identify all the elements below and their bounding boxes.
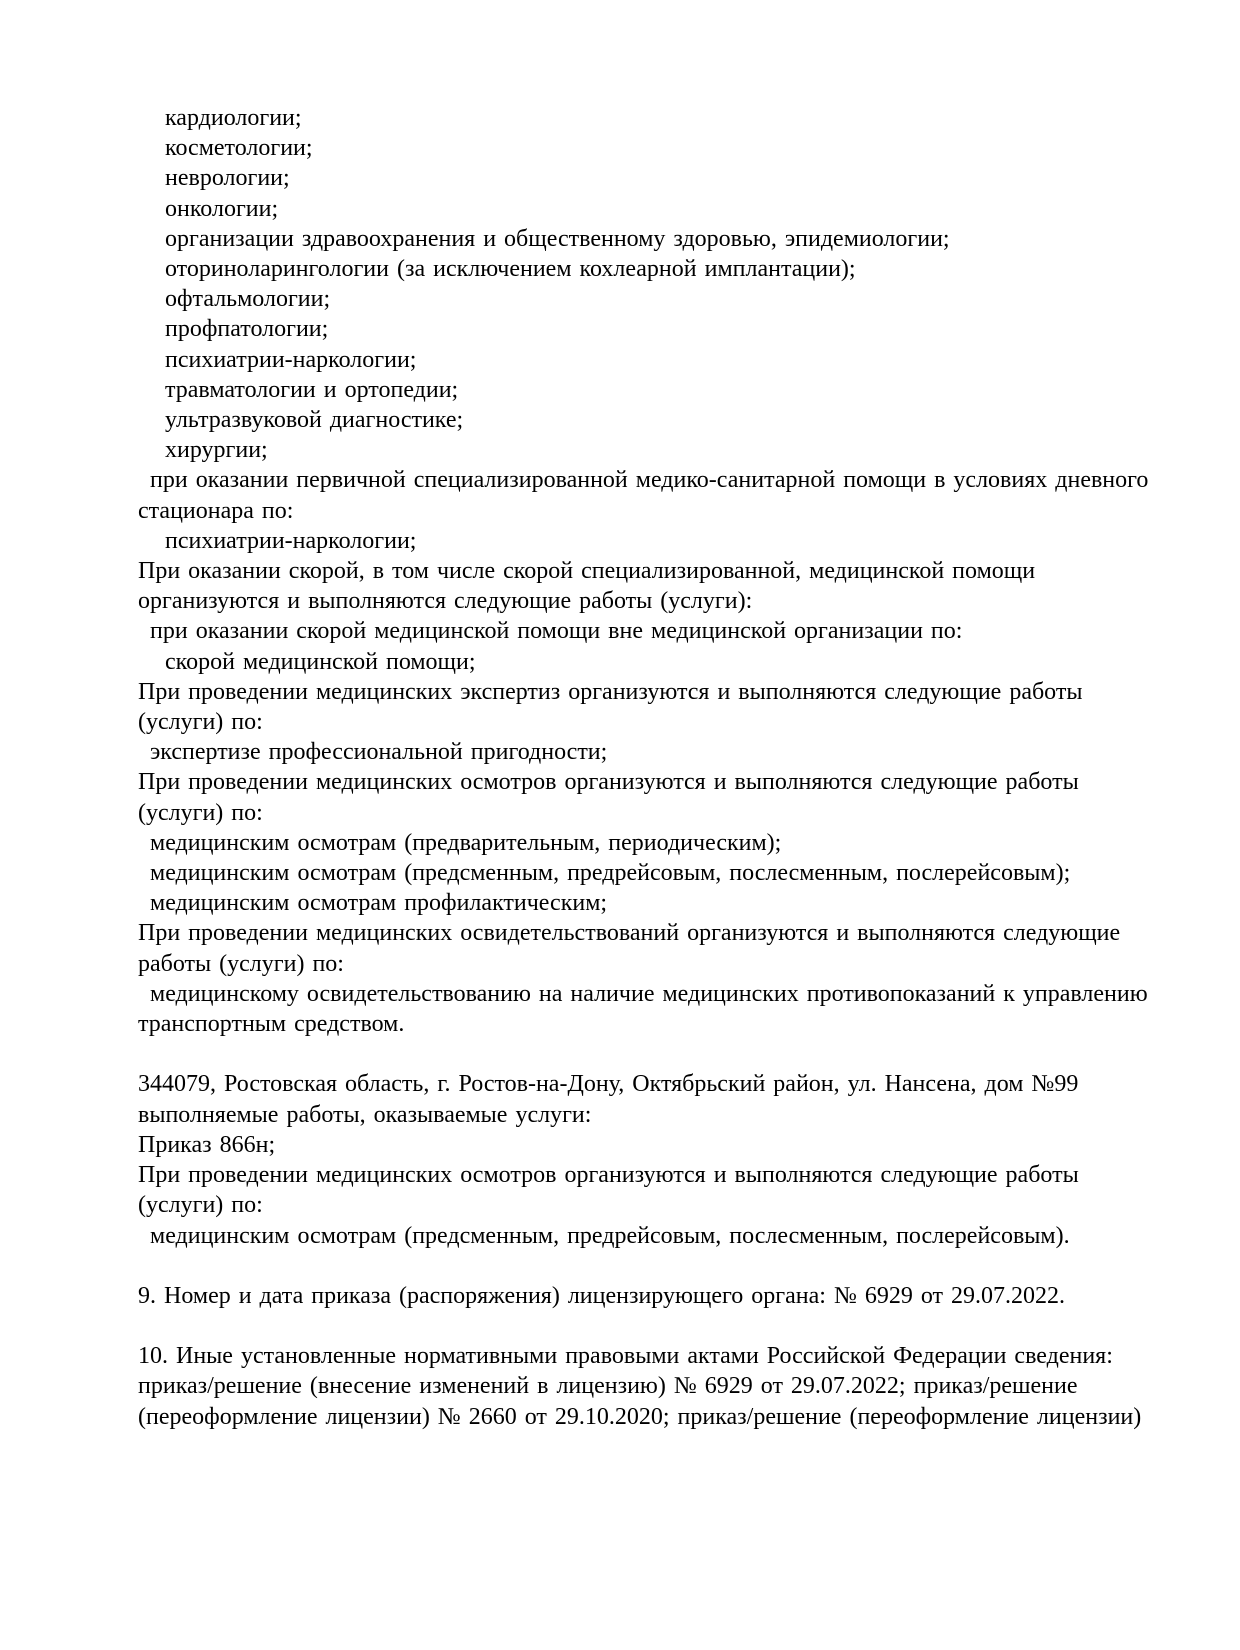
text-line: (переоформление лицензии) № 2660 от 29.10.2020; приказ/решение (переоформление лицензии) bbox=[138, 1403, 1142, 1430]
text-line: психиатрии-наркологии; bbox=[165, 346, 417, 373]
text-line: 9. Номер и дата приказа (распоряжения) лицензирующего органа: № 6929 от 29.07.2022. bbox=[138, 1282, 1066, 1309]
text-line: приказ/решение (внесение изменений в лицензию) № 6929 от 29.07.2022; приказ/решение bbox=[138, 1373, 1078, 1400]
text-line: скорой медицинской помощи; bbox=[165, 648, 476, 675]
text-line: 10. Иные установленные нормативными правовыми актами Российской Федерации сведения: bbox=[138, 1343, 1113, 1370]
text-line: При проведении медицинских экспертиз организуются и выполняются следующие работы bbox=[138, 678, 1083, 705]
text-line: медицинским осмотрам (предварительным, периодическим); bbox=[150, 829, 782, 856]
text-line: профпатологии; bbox=[165, 316, 329, 343]
text-line: ультразвуковой диагностике; bbox=[165, 407, 464, 434]
text-line: медицинским осмотрам профилактическим; bbox=[150, 890, 608, 917]
text-line: выполняемые работы, оказываемые услуги: bbox=[138, 1101, 592, 1128]
text-line: работы (услуги) по: bbox=[138, 950, 344, 977]
text-line: кардиологии; bbox=[165, 105, 302, 131]
text-line: организации здравоохранения и общественному здоровью, эпидемиологии; bbox=[165, 225, 950, 252]
text-line: психиатрии-наркологии; bbox=[165, 527, 417, 554]
text-line: При проведении медицинских освидетельствований организуются и выполняются следующие bbox=[138, 920, 1121, 947]
blank-line bbox=[138, 1039, 1168, 1069]
text-line: неврологии; bbox=[165, 165, 290, 192]
document-body bbox=[138, 103, 1168, 1432]
text-line: хирургии; bbox=[165, 437, 268, 464]
text-line: При проведении медицинских осмотров организуются и выполняются следующие работы bbox=[138, 1162, 1079, 1189]
text-line: при оказании скорой медицинской помощи вне медицинской организации по: bbox=[150, 618, 963, 645]
text-line: (услуги) по: bbox=[138, 1192, 263, 1219]
text-line: при оказании первичной специализированной медико-санитарной помощи в условиях дневного bbox=[150, 467, 1149, 494]
text-line: косметологии; bbox=[165, 135, 313, 162]
text-line: транспортным средством. bbox=[138, 1011, 405, 1038]
text-line: стационара по: bbox=[138, 497, 294, 524]
text-line: (услуги) по: bbox=[138, 799, 263, 826]
text-line: (услуги) по: bbox=[138, 709, 263, 736]
text-line: медицинскому освидетельствованию на наличие медицинских противопоказаний к управлению bbox=[150, 980, 1148, 1007]
text-line: При оказании скорой, в том числе скорой специализированной, медицинской помощи bbox=[138, 558, 1036, 585]
text-line: онкологии; bbox=[165, 195, 279, 222]
text-line: офтальмологии; bbox=[165, 286, 331, 313]
text-line: медицинским осмотрам (предсменным, предрейсовым, послесменным, послерейсовым); bbox=[150, 860, 1071, 887]
text-line: травматологии и ортопедии; bbox=[165, 376, 459, 403]
blank-line bbox=[138, 1311, 1168, 1341]
text-line: 344079, Ростовская область, г. Ростов-на-Дону, Октябрьский район, ул. Нансена, дом №99 bbox=[138, 1071, 1079, 1098]
text-line: оториноларингологии (за исключением кохлеарной имплантации); bbox=[165, 256, 856, 283]
text-line: медицинским осмотрам (предсменным, предрейсовым, послесменным, послерейсовым). bbox=[150, 1222, 1070, 1249]
text-line: организуются и выполняются следующие работы (услуги): bbox=[138, 588, 753, 615]
text-line: экспертизе профессиональной пригодности; bbox=[150, 739, 608, 766]
text-line: Приказ 866н; bbox=[138, 1131, 276, 1158]
text-line: При проведении медицинских осмотров организуются и выполняются следующие работы bbox=[138, 769, 1079, 796]
blank-line bbox=[138, 1251, 1168, 1281]
